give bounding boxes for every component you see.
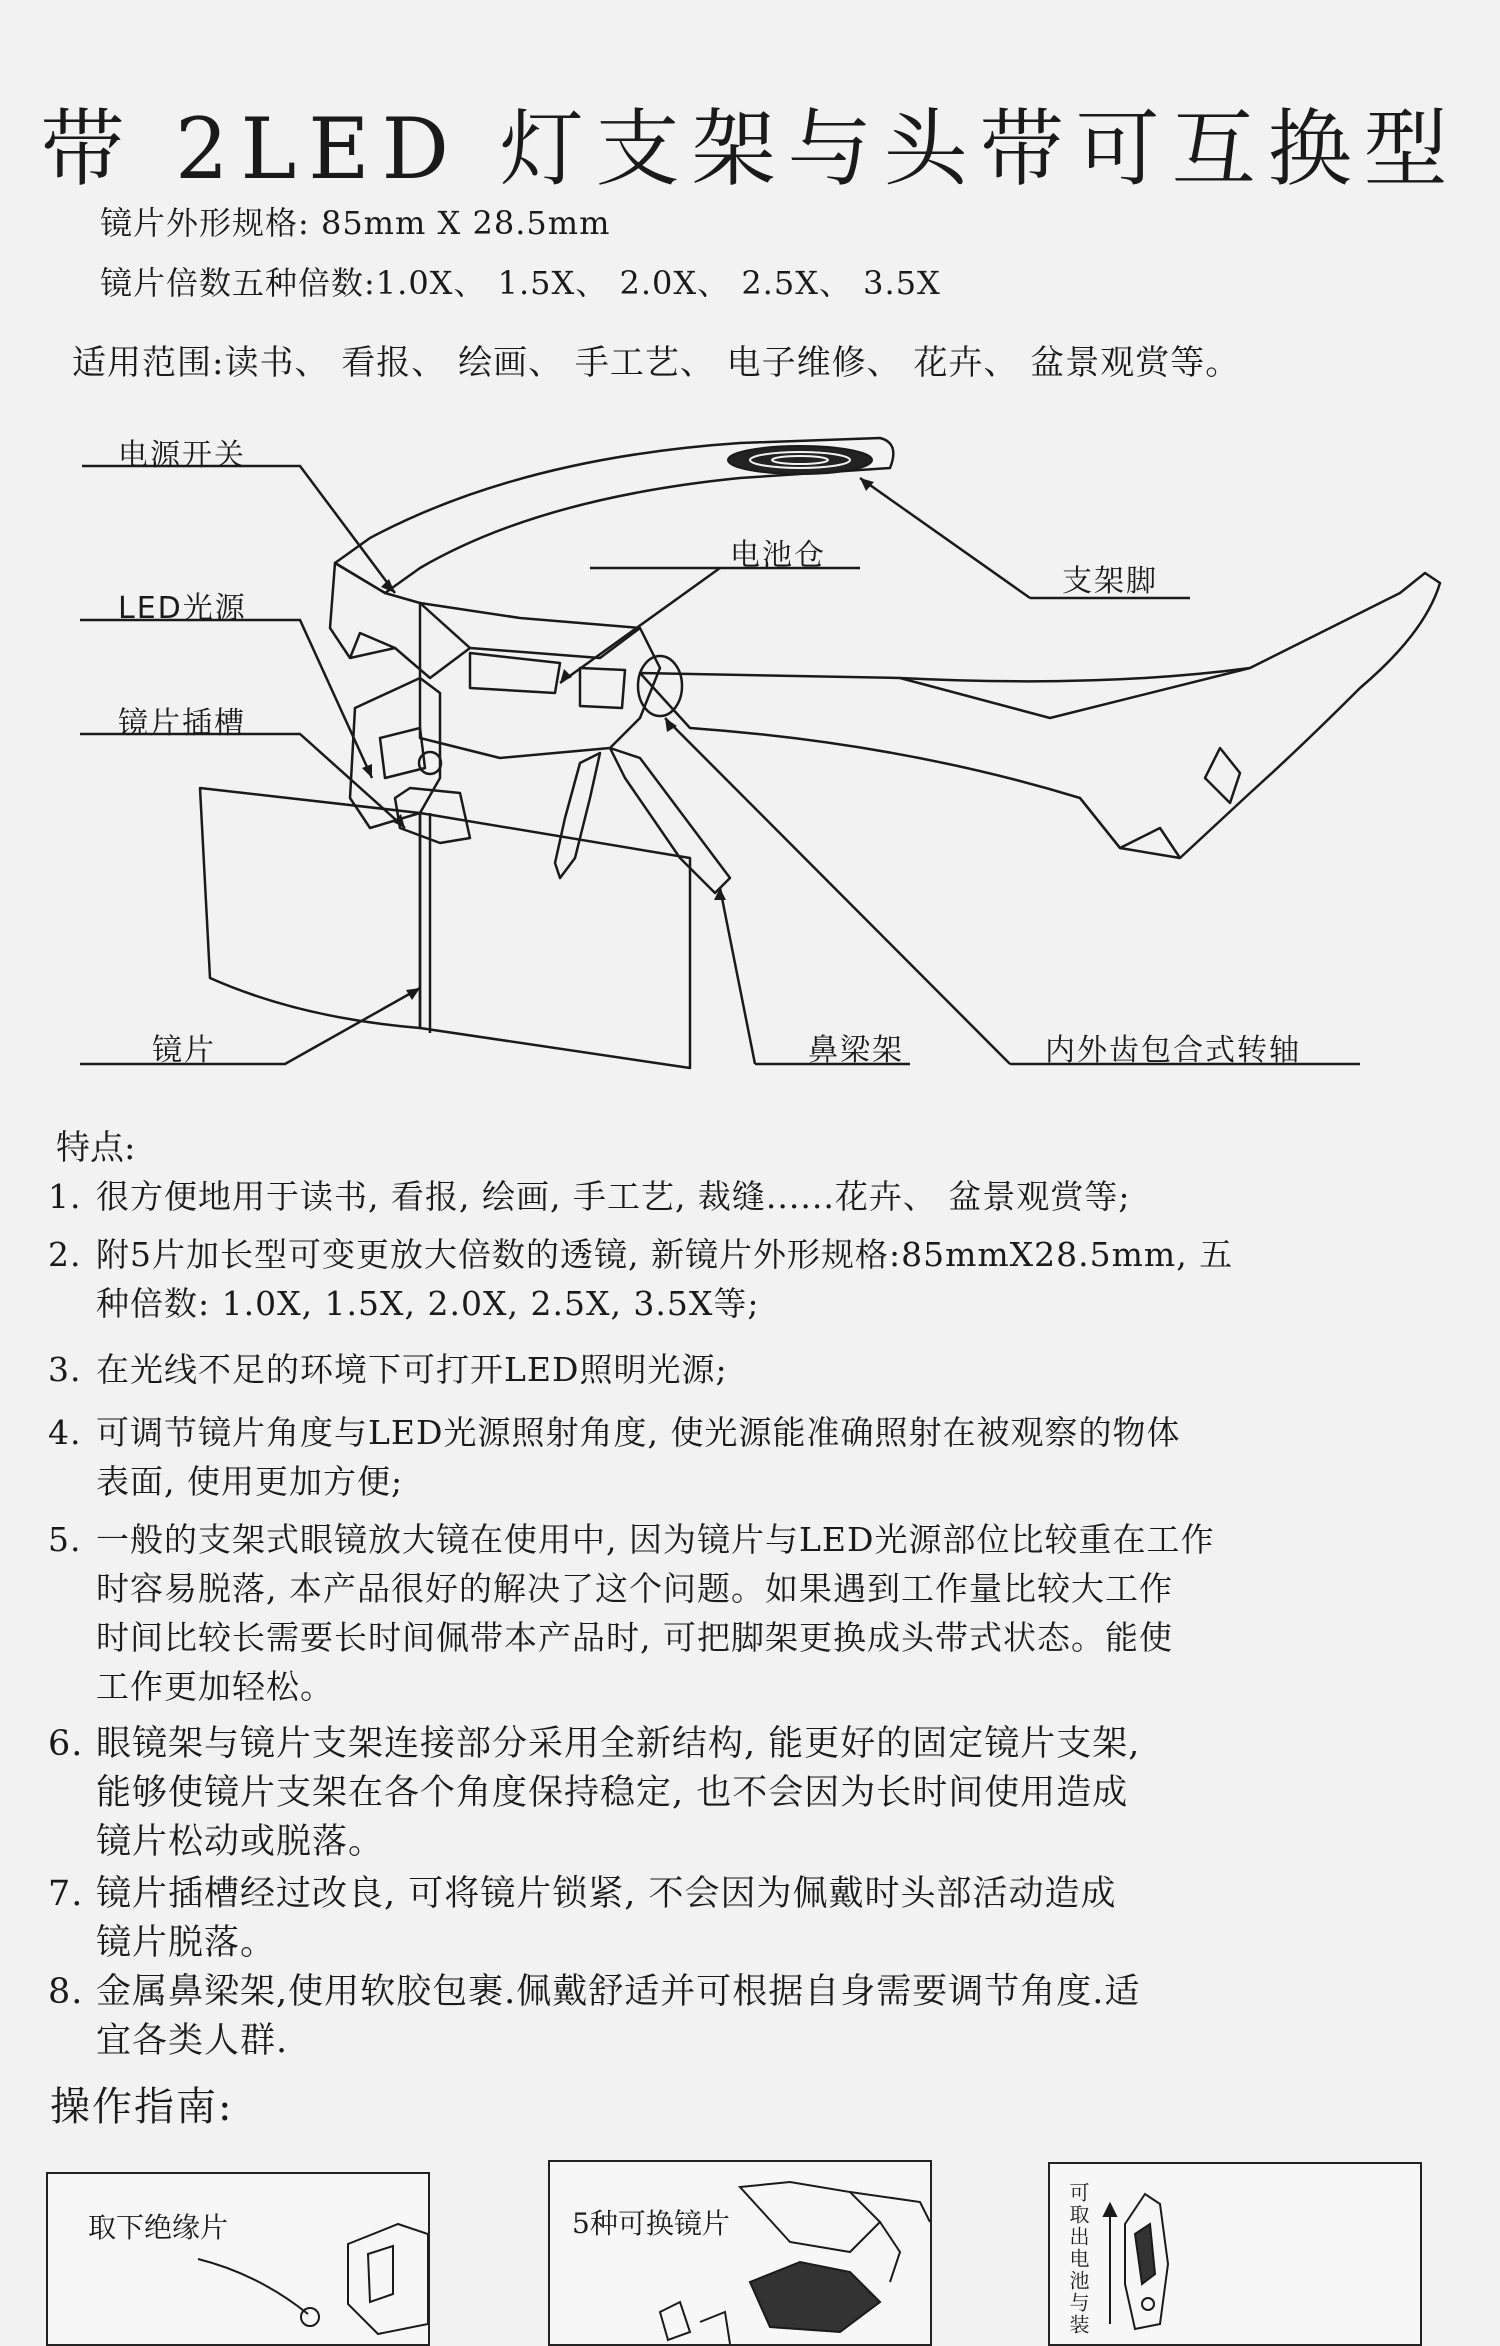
feature-5: 5. 一般的支架式眼镜放大镜在使用中, 因为镜片与LED光源部位比较重在工作 时容易脱落, 本产品很好的解决了这个问题。如果遇到工作量比较大工作 时间比较长需要长时间佩带本产品时, 可把脚架更换成头带式状态。能使 工作更加轻松。 bbox=[48, 1520, 1215, 1706]
leader-temple bbox=[860, 478, 1030, 598]
spec-usage: 适用范围:读书、 看报、 绘画、 手工艺、 电子维修、 花卉、 盆景观赏等。 bbox=[72, 343, 1241, 383]
label-hinge: 内外齿包合式转轴 bbox=[1045, 1033, 1301, 1068]
led-light bbox=[419, 752, 441, 774]
leader-lens-slot bbox=[80, 734, 405, 828]
feature-3: 3. 在光线不足的环境下可打开LED照明光源; bbox=[48, 1350, 728, 1389]
feature-2: 2. 附5片加长型可变更放大倍数的透镜, 新镜片外形规格:85mmX28.5mm, 五 种倍数: 1.0X, 1.5X, 2.0X, 2.5X, 3.5X等; bbox=[48, 1235, 1234, 1323]
label-power-switch: 电源开关 bbox=[118, 438, 246, 473]
label-lens: 镜片 bbox=[152, 1033, 216, 1068]
guide-panel-2-illustration bbox=[550, 2162, 930, 2344]
vent-grille bbox=[580, 668, 625, 708]
feature-1: 1. 很方便地用于读书, 看报, 绘画, 手工艺, 裁缝......花卉、 盆景观赏等; bbox=[48, 1177, 1131, 1216]
feature-4: 4. 可调节镜片角度与LED光源照射角度, 使光源能准确照射在被观察的物体 表面, 使用更加方便; bbox=[48, 1413, 1181, 1501]
leader-power-switch bbox=[82, 466, 395, 593]
spec-size: 镜片外形规格: 85mm X 28.5mm bbox=[100, 204, 611, 242]
label-temple: 支架脚 bbox=[1062, 564, 1158, 599]
nose-pad-left bbox=[555, 753, 600, 878]
guide-panel-2-label: 5种可换镜片 bbox=[572, 2207, 730, 2240]
label-led: LED光源 bbox=[118, 591, 247, 626]
features-title: 特点: bbox=[56, 1128, 136, 1168]
leader-lens bbox=[80, 988, 420, 1064]
leader-battery bbox=[560, 568, 720, 683]
spec-magnification: 镜片倍数五种倍数:1.0X、 1.5X、 2.0X、 2.5X、 3.5X bbox=[100, 264, 941, 302]
hinge-left bbox=[330, 563, 470, 678]
guide-panel-3-label: 可取出电池与装 bbox=[1066, 2182, 1090, 2336]
guide-panel-3 bbox=[1048, 2162, 1422, 2346]
hinge-disc bbox=[638, 656, 682, 716]
guide-panel-1-label: 取下绝缘片 bbox=[88, 2211, 229, 2244]
guide-panel-3-illustration bbox=[1050, 2164, 1420, 2344]
product-diagram bbox=[0, 418, 1500, 1088]
guide-title: 操作指南: bbox=[50, 2084, 234, 2130]
feature-7: 7. 镜片插槽经过改良, 可将镜片锁紧, 不会因为佩戴时头部活动造成 镜片脱落。 bbox=[48, 1874, 1117, 1963]
feature-8: 8. 金属鼻梁架,使用软胶包裹.佩戴舒适并可根据自身需要调节角度.适 宜各类人群. bbox=[48, 1972, 1141, 2061]
label-battery: 电池仓 bbox=[730, 538, 826, 573]
page-title: 带 2LED 灯支架与头带可互换型 bbox=[40, 100, 1460, 198]
guide-panel-2 bbox=[548, 2160, 932, 2346]
leader-nose bbox=[720, 888, 755, 1064]
feature-6: 6. 眼镜架与镜片支架连接部分采用全新结构, 能更好的固定镜片支架, 能够使镜片支架在各个角度保持稳定, 也不会因为长时间使用造成 镜片松动或脱落。 bbox=[48, 1724, 1141, 1862]
nose-pad-right bbox=[610, 748, 730, 893]
label-lens-slot: 镜片插槽 bbox=[118, 706, 246, 741]
guide-panel-1-illustration bbox=[48, 2174, 428, 2344]
label-nose-bridge: 鼻梁架 bbox=[808, 1033, 904, 1068]
guide-panel-1 bbox=[46, 2172, 430, 2346]
lens-right bbox=[420, 813, 690, 1068]
